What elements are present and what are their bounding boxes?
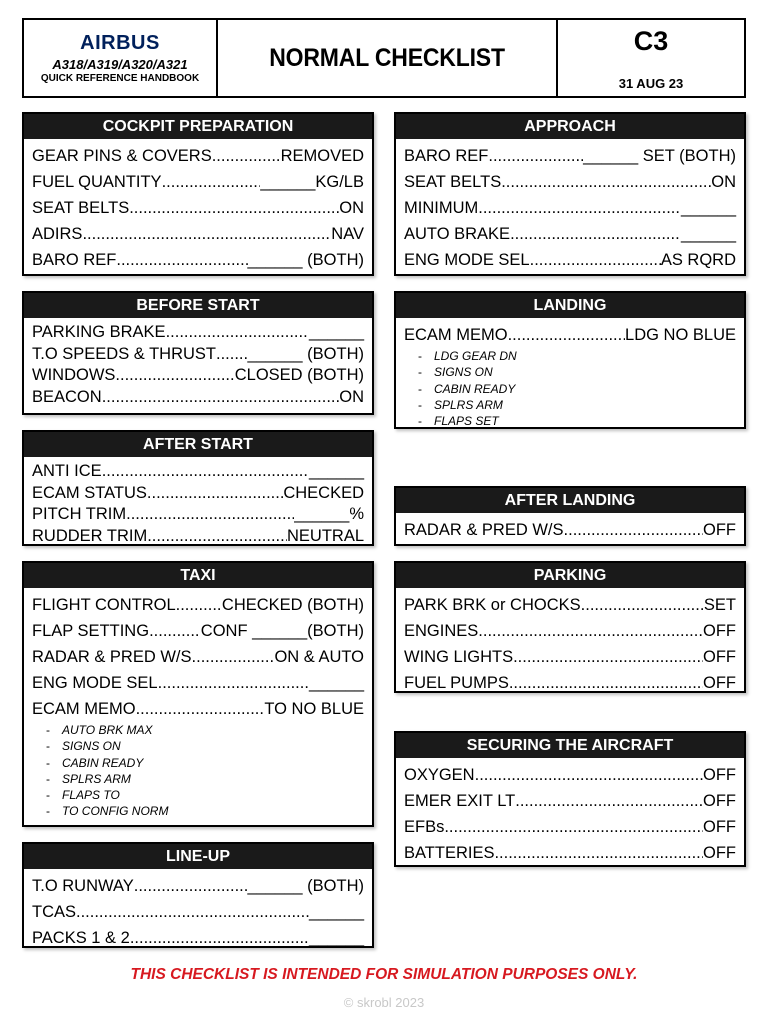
checklist-item xyxy=(404,169,736,195)
sub-item xyxy=(46,803,364,819)
item-label: ECAM MEMO xyxy=(404,326,508,344)
item-value: ON xyxy=(711,173,736,191)
sub-item-text: SPLRS ARM xyxy=(434,397,503,412)
dot-leader xyxy=(564,517,703,543)
section-title: TAXI xyxy=(24,563,372,588)
item-label: ECAM MEMO xyxy=(32,700,136,718)
item-value: ______ xyxy=(680,199,736,217)
item-value: ON xyxy=(339,199,364,217)
checklist-items xyxy=(24,139,372,273)
sub-item xyxy=(46,755,364,771)
section-title: AFTER START xyxy=(24,432,372,457)
dot-leader xyxy=(102,461,309,483)
dot-leader xyxy=(115,365,234,387)
checklist-item xyxy=(404,143,736,169)
sub-item-text: AUTO BRK MAX xyxy=(62,723,153,737)
item-label: BARO REF xyxy=(404,147,489,165)
aircraft-models: A318/A319/A320/A321 xyxy=(52,57,188,72)
sub-item-text: FLAPS SET xyxy=(434,414,499,429)
dot-leader xyxy=(166,322,309,344)
dot-leader xyxy=(134,873,248,899)
dot-leader xyxy=(192,644,275,670)
item-label: RADAR & PRED W/S xyxy=(32,648,192,666)
item-label: ENGINES xyxy=(404,622,479,640)
checklist-item xyxy=(32,221,364,247)
checklist-item xyxy=(32,387,364,409)
item-value: OFF xyxy=(703,792,736,810)
header-brand-cell xyxy=(24,20,218,96)
sub-item xyxy=(418,397,736,413)
item-value: OFF xyxy=(703,674,736,692)
item-value: NAV xyxy=(331,225,364,243)
item-label: ANTI ICE xyxy=(32,462,102,480)
item-label: PACKS 1 & 2 xyxy=(32,929,130,947)
dot-leader xyxy=(478,195,681,221)
dash-bullet: - xyxy=(418,365,422,380)
sub-item-text: CABIN READY xyxy=(62,755,144,770)
item-value: OFF xyxy=(703,818,736,836)
checklist-item xyxy=(32,526,364,548)
item-label: FLAP SETTING xyxy=(32,622,150,640)
checklist-item xyxy=(404,592,736,618)
item-label: RADAR & PRED W/S xyxy=(404,521,564,539)
checklist-item xyxy=(404,322,736,348)
section-title: COCKPIT PREPARATION xyxy=(24,114,372,139)
item-label: FLIGHT CONTROL xyxy=(32,596,176,614)
checklist-item xyxy=(32,169,364,195)
checklist-item xyxy=(32,504,364,526)
sub-item xyxy=(418,413,736,429)
item-value: CHECKED (BOTH) xyxy=(221,596,364,614)
item-value: ______ xyxy=(680,225,736,243)
section-title: BEFORE START xyxy=(24,293,372,318)
item-value: CHECKED xyxy=(283,483,364,502)
sub-item xyxy=(418,364,736,380)
copyright-notice: © skrobl 2023 xyxy=(343,995,425,1010)
section-title: LINE-UP xyxy=(24,844,372,869)
item-label: EMER EXIT LT xyxy=(404,792,516,810)
dot-leader xyxy=(216,344,248,366)
item-value: ______ (BOTH) xyxy=(247,251,364,269)
sub-item-text: SIGNS ON xyxy=(434,365,493,380)
checklist-item xyxy=(404,814,736,840)
item-value: ______% xyxy=(294,505,364,523)
item-value: SET xyxy=(703,596,736,614)
dot-leader xyxy=(162,169,261,195)
dash-bullet: - xyxy=(46,755,50,770)
section-title: PARKING xyxy=(396,563,744,588)
item-label: SEAT BELTS xyxy=(404,173,502,191)
sub-item xyxy=(418,381,736,397)
checklist-item xyxy=(404,618,736,644)
item-value: REMOVED xyxy=(280,147,364,165)
checklist-items xyxy=(396,758,744,866)
checklist-item xyxy=(404,762,736,788)
revision-date: 31 AUG 23 xyxy=(618,76,684,91)
parking-box xyxy=(394,561,746,693)
checklist-items xyxy=(24,869,372,951)
checklist-item xyxy=(32,344,364,366)
item-value: CONF ______(BOTH) xyxy=(200,622,364,640)
item-label: SEAT BELTS xyxy=(32,199,130,217)
airbus-logo: AIRBUS xyxy=(80,32,160,54)
checklist-items xyxy=(24,588,372,820)
checklist-items xyxy=(24,318,372,408)
dash-bullet: - xyxy=(418,414,422,429)
item-label: WINDOWS xyxy=(32,366,116,384)
line-up-box xyxy=(22,842,374,948)
item-value: CLOSED (BOTH) xyxy=(234,366,364,384)
checklist-items xyxy=(396,139,744,273)
sub-item xyxy=(418,348,736,364)
checklist-items xyxy=(24,457,372,547)
checklist-item xyxy=(32,925,364,951)
item-label: AUTO BRAKE xyxy=(404,225,511,243)
checklist-header xyxy=(22,18,746,98)
checklist-item xyxy=(404,670,736,696)
sub-item-text: CABIN READY xyxy=(434,381,516,396)
checklist-item xyxy=(32,322,364,344)
item-value: OFF xyxy=(703,648,736,666)
checklist-items xyxy=(396,588,744,696)
item-label: BEACON xyxy=(32,387,102,406)
checklist-item xyxy=(404,195,736,221)
checklist-item xyxy=(404,221,736,247)
checklist-item xyxy=(32,899,364,925)
checklist-item xyxy=(32,873,364,899)
item-label: PARK BRK or CHOCKS xyxy=(404,596,581,614)
checklist-item xyxy=(32,461,364,483)
dash-bullet: - xyxy=(418,349,422,363)
item-label: BARO REF xyxy=(32,251,117,269)
checklist-item xyxy=(404,247,736,273)
item-value: ______ xyxy=(308,462,364,480)
dot-leader xyxy=(509,670,703,696)
dot-leader xyxy=(136,696,265,722)
dash-bullet: - xyxy=(46,723,50,737)
dot-leader xyxy=(513,644,703,670)
dot-leader xyxy=(501,169,711,195)
dot-leader xyxy=(130,925,309,951)
item-value: ______ (BOTH) xyxy=(247,344,364,363)
item-label: GEAR PINS & COVERS xyxy=(32,147,212,165)
checklist-items xyxy=(396,513,744,543)
item-label: OXYGEN xyxy=(404,766,475,784)
checklist-item xyxy=(404,644,736,670)
approach-box xyxy=(394,112,746,276)
item-value: OFF xyxy=(703,844,736,862)
sub-item xyxy=(46,787,364,803)
dot-leader xyxy=(82,221,331,247)
dot-leader xyxy=(212,143,281,169)
checklist-item xyxy=(32,195,364,221)
item-value: ______ xyxy=(308,903,364,921)
sub-item-text: SPLRS ARM xyxy=(62,771,131,786)
item-value: LDG NO BLUE xyxy=(625,326,736,344)
item-label: WING LIGHTS xyxy=(404,648,514,666)
cockpit-preparation-box xyxy=(22,112,374,276)
item-label: ECAM STATUS xyxy=(32,483,147,502)
checklist-item xyxy=(404,840,736,866)
dot-leader xyxy=(176,592,222,618)
item-value: ______ xyxy=(308,674,364,692)
page-title: NORMAL CHECKLIST xyxy=(269,43,505,72)
dot-leader xyxy=(147,483,283,505)
checklist-item xyxy=(32,143,364,169)
item-label: FUEL QUANTITY xyxy=(32,173,162,191)
before-start-box xyxy=(22,291,374,415)
dot-leader xyxy=(116,247,247,273)
dot-leader xyxy=(158,670,309,696)
item-label: TCAS xyxy=(32,903,77,921)
dash-bullet: - xyxy=(418,381,422,396)
dot-leader xyxy=(581,592,704,618)
dash-bullet: - xyxy=(46,771,50,786)
taxi-box xyxy=(22,561,374,827)
item-value: OFF xyxy=(703,521,736,539)
item-value: ______KG/LB xyxy=(260,173,364,191)
section-title: SECURING THE AIRCRAFT xyxy=(396,733,744,758)
page-code: C3 xyxy=(633,26,669,56)
dot-leader xyxy=(515,788,703,814)
item-value: ON & AUTO xyxy=(274,648,364,666)
sub-item xyxy=(46,738,364,754)
sub-item xyxy=(46,771,364,787)
simulation-disclaimer: THIS CHECKLIST IS INTENDED FOR SIMULATION PURPOSES ONLY. xyxy=(130,966,638,983)
checklist-item xyxy=(404,517,736,543)
checklist-items xyxy=(396,318,744,429)
item-value: NEUTRAL xyxy=(286,526,364,545)
after-landing-box xyxy=(394,486,746,546)
checklist-item xyxy=(32,696,364,722)
header-title-cell xyxy=(218,20,558,96)
dot-leader xyxy=(475,762,703,788)
dot-leader xyxy=(76,899,309,925)
item-label: ENG MODE SEL xyxy=(32,674,158,692)
dash-bullet: - xyxy=(46,804,50,819)
header-code-cell xyxy=(558,20,744,96)
item-value: ______ xyxy=(308,929,364,947)
dot-leader xyxy=(510,221,681,247)
item-value: OFF xyxy=(703,622,736,640)
securing-aircraft-box xyxy=(394,731,746,867)
dash-bullet: - xyxy=(418,397,422,412)
dot-leader xyxy=(494,840,703,866)
item-label: T.O SPEEDS & THRUST xyxy=(32,344,216,363)
item-value: ON xyxy=(339,387,364,406)
item-label: PARKING BRAKE xyxy=(32,323,166,341)
dash-bullet: - xyxy=(46,788,50,803)
item-label: RUDDER TRIM xyxy=(32,526,148,545)
item-value: TO NO BLUE xyxy=(264,700,364,718)
item-label: MINIMUM xyxy=(404,199,479,217)
sub-item-text: LDG GEAR DN xyxy=(434,349,517,363)
sub-item-list xyxy=(32,722,364,820)
item-label: T.O RUNWAY xyxy=(32,877,134,895)
item-value: ______ SET (BOTH) xyxy=(583,147,736,165)
item-label: PITCH TRIM xyxy=(32,505,127,523)
item-label: FUEL PUMPS xyxy=(404,674,509,692)
item-value: AS RQRD xyxy=(660,251,736,269)
dot-leader xyxy=(126,504,294,526)
checklist-item xyxy=(32,247,364,273)
dot-leader xyxy=(444,814,703,840)
section-title: APPROACH xyxy=(396,114,744,139)
item-label: BATTERIES xyxy=(404,844,495,862)
checklist-item xyxy=(32,483,364,505)
item-label: ENG MODE SEL xyxy=(404,251,530,269)
section-title: AFTER LANDING xyxy=(396,488,744,513)
item-value: ______ xyxy=(308,323,364,341)
dash-bullet: - xyxy=(46,739,50,754)
after-start-box xyxy=(22,430,374,546)
handbook-name: QUICK REFERENCE HANDBOOK xyxy=(40,73,200,84)
sub-item xyxy=(46,722,364,738)
item-value: ______ (BOTH) xyxy=(247,877,364,895)
checklist-item xyxy=(32,618,364,644)
dot-leader xyxy=(478,618,703,644)
dot-leader xyxy=(147,526,287,548)
checklist-item xyxy=(404,788,736,814)
checklist-item xyxy=(32,670,364,696)
item-value: OFF xyxy=(703,766,736,784)
sub-item-text: SIGNS ON xyxy=(62,739,121,754)
dot-leader xyxy=(102,387,340,409)
dot-leader xyxy=(508,322,625,348)
sub-item-text: TO CONFIG NORM xyxy=(62,804,169,819)
checklist-item xyxy=(32,365,364,387)
item-label: EFBs xyxy=(404,818,445,836)
checklist-item xyxy=(32,644,364,670)
dot-leader xyxy=(129,195,339,221)
sub-item-list xyxy=(404,348,736,429)
checklist-item xyxy=(32,592,364,618)
dot-leader xyxy=(488,143,583,169)
item-label: ADIRS xyxy=(32,225,83,243)
dot-leader xyxy=(530,247,661,273)
dot-leader xyxy=(149,618,201,644)
sub-item-text: FLAPS TO xyxy=(62,788,120,803)
section-title: LANDING xyxy=(396,293,744,318)
landing-box xyxy=(394,291,746,429)
